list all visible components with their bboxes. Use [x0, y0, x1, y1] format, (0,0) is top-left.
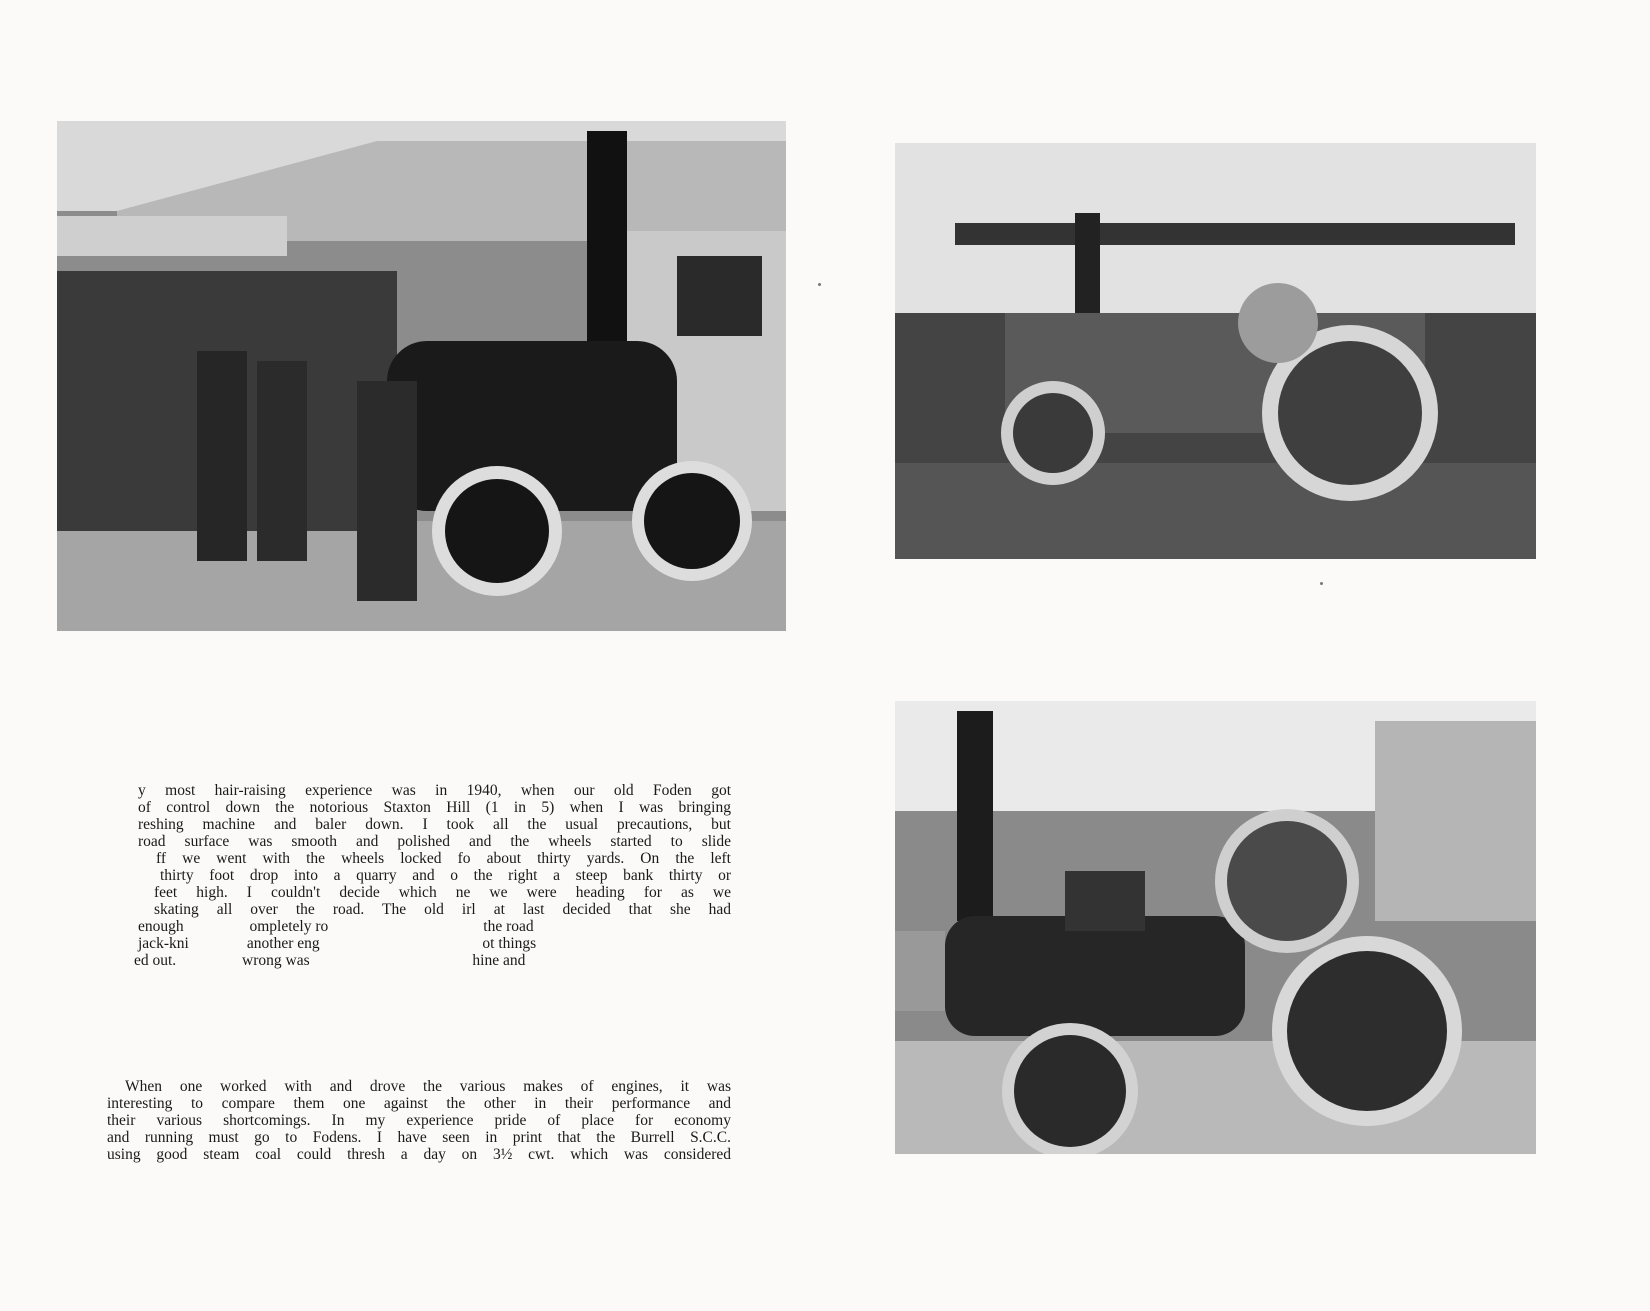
text-line: ed out. wrong was hine and [134, 952, 526, 969]
photo-traction-engine-side-view [895, 701, 1536, 1154]
text-line: their various shortcomings. In my experience pride of place for economy [107, 1112, 731, 1129]
text-line: When one worked with and drove the various makes of engines, it was [125, 1078, 731, 1095]
photo-traction-engine-crowd [57, 121, 786, 631]
text-line: skating all over the road. The old irl at last decided that she had [154, 901, 731, 918]
text-line: enough ompletely ro the road [138, 918, 534, 935]
text-line: of control down the notorious Staxton Hill (1 in 5) when I was bringing [138, 799, 731, 816]
text-line: feet high. I couldn't decide which ne we were heading for as we [154, 884, 731, 901]
text-line: thirty foot drop into a quarry and o the right a steep bank thirty or [160, 867, 731, 884]
paragraph-staxton-hill [134, 782, 731, 969]
text-line: road surface was smooth and polished and the wheels started to slide [138, 833, 731, 850]
text-line: and running must go to Fodens. I have seen in print that the Burrell S.C.C. [107, 1129, 731, 1146]
text-line: using good steam coal could thresh a day on 3½ cwt. which was considered [107, 1146, 731, 1163]
text-line: reshing machine and baler down. I took all the usual precautions, but [138, 816, 731, 833]
page-speck [818, 283, 821, 286]
paragraph-engine-comparison [107, 1078, 731, 1163]
page-speck [1320, 582, 1323, 585]
text-line: ff we went with the wheels locked fo about thirty yards. On the left [156, 850, 731, 867]
text-line: y most hair-raising experience was in 1940, when our old Foden got [138, 782, 731, 799]
canopied-traction-engine-image [895, 143, 1536, 559]
photo-canopied-traction-engine [895, 143, 1536, 559]
traction-engine-crowd-image [57, 121, 786, 631]
traction-engine-side-view-image [895, 701, 1536, 1154]
text-line: interesting to compare them one against the other in their performance and [107, 1095, 731, 1112]
text-line: jack-kni another eng ot things [138, 935, 537, 952]
